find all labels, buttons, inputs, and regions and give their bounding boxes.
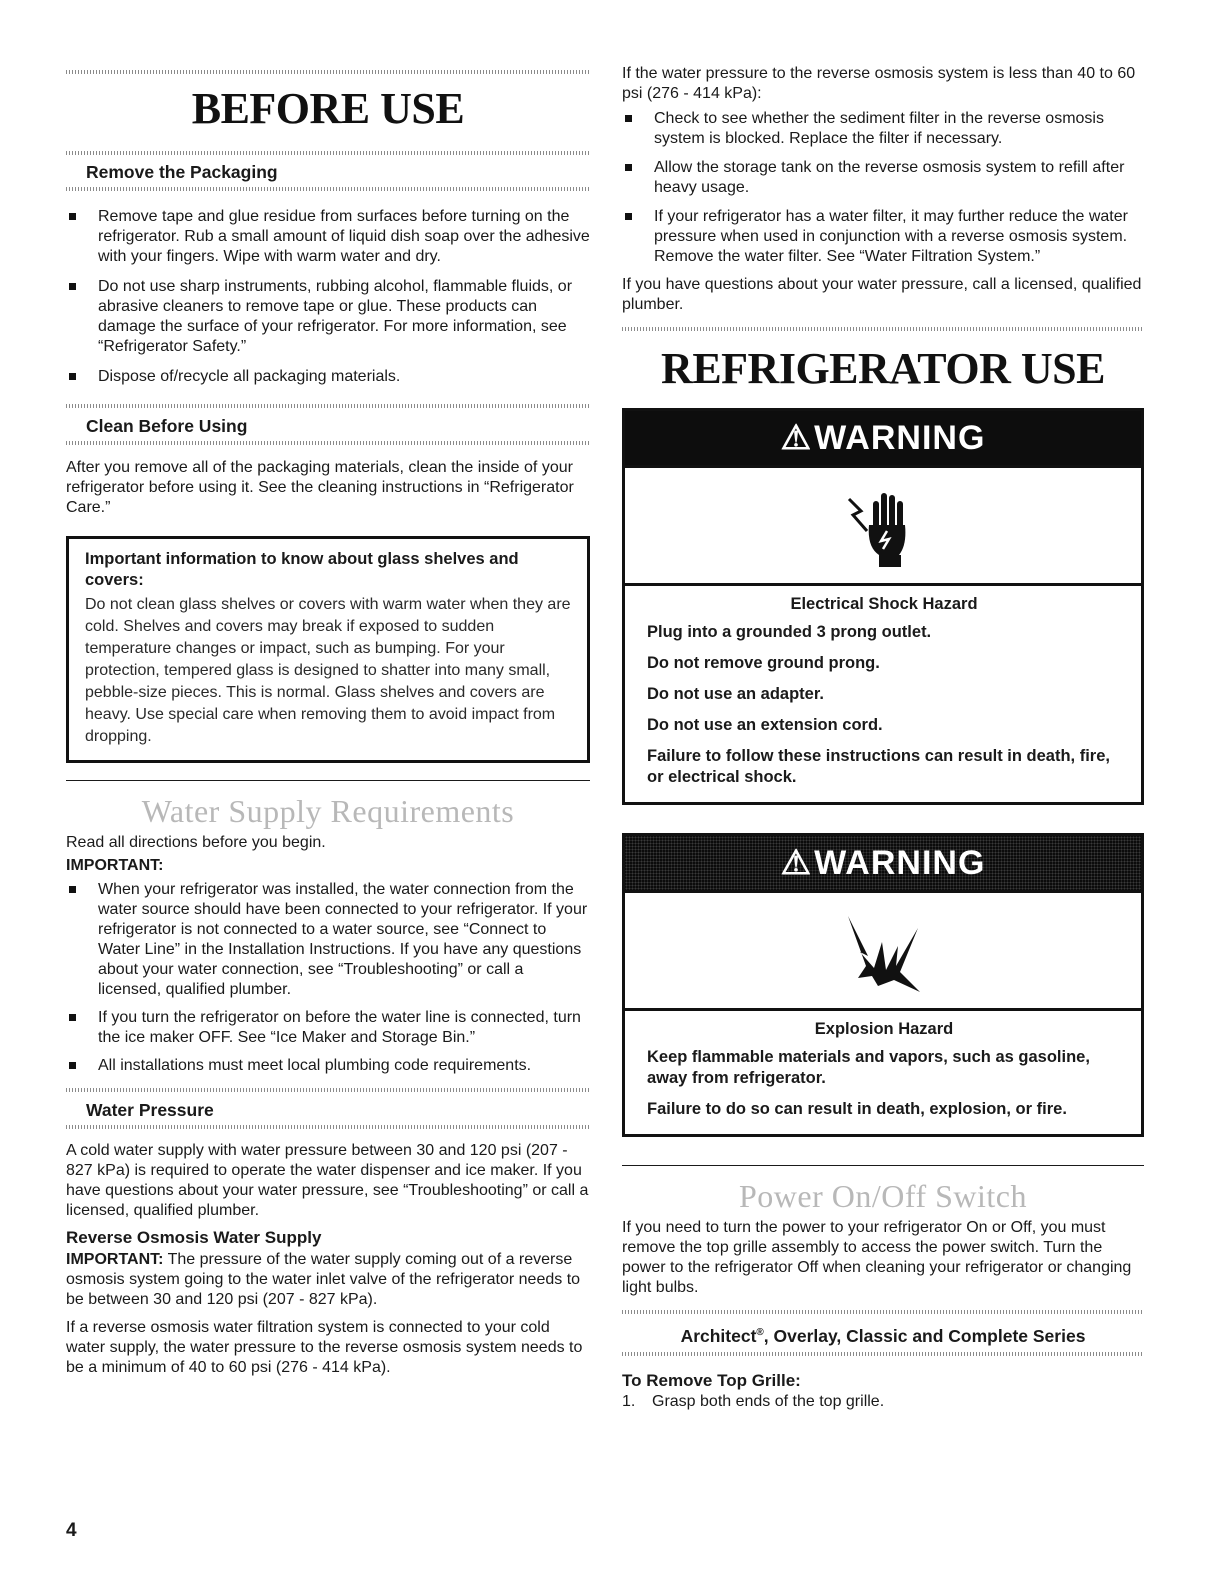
- explosion-icon: [838, 906, 928, 996]
- pressure-list: [622, 109, 1144, 267]
- left-column: [66, 0, 590, 1378]
- warning-body: [625, 586, 1141, 802]
- pressure-intro: If the water pressure to the reverse osmosis system is less than 40 to 60 psi (276 - 414 kPa):: [622, 65, 1136, 102]
- bullet-icon: [69, 1014, 76, 1021]
- divider: [622, 1310, 1144, 1314]
- bullet-icon: [625, 115, 632, 122]
- pressure-outro: If you have questions about your water pressure, call a licensed, qualified plumber.: [622, 276, 1142, 313]
- divider: [66, 187, 590, 191]
- divider: [66, 151, 590, 155]
- hazard-title: Explosion Hazard: [814, 1020, 954, 1038]
- divider: [66, 780, 590, 781]
- warning-banner: ⚠ WARNING: [625, 411, 1141, 465]
- step-item: 1. Grasp both ends of the top grille.: [622, 1392, 885, 1410]
- bullet-icon: [625, 164, 632, 171]
- divider: [66, 441, 590, 445]
- bullet-icon: [69, 213, 76, 220]
- series-heading: Architect®, Overlay, Classic and Complete Series: [680, 1325, 1086, 1346]
- page-number: 4: [66, 1520, 77, 1541]
- warning-icon-area: [625, 465, 1141, 586]
- divider: [66, 1088, 590, 1092]
- warning-line: Do not use an extension cord.: [647, 716, 883, 734]
- list-item: All installations must meet local plumbing code requirements.: [66, 1056, 590, 1076]
- explosion-warning: [622, 833, 1144, 1137]
- before-use-title: BEFORE USE: [191, 84, 465, 133]
- water-supply-list: [66, 880, 590, 1076]
- divider: [66, 404, 590, 408]
- divider: [66, 1125, 590, 1129]
- warning-line: Failure to follow these instructions can result in death, fire, or electrical shock.: [647, 747, 1110, 786]
- reverse-osmosis-text: If a reverse osmosis water filtration system is connected to your cold water supply, the water pressure to the reverse osmosis system needs to be a minimum of 40 to 60 psi (276 - 414 kPa).: [66, 1319, 583, 1376]
- list-item: If your refrigerator has a water filter, it may further reduce the water pressure when used in conjunction with a reverse osmosis system. Remove the water filter. See “Water Filtration System.”: [622, 207, 1144, 267]
- water-pressure-heading: Water Pressure: [86, 1100, 214, 1120]
- bullet-icon: [625, 213, 632, 220]
- water-pressure-text: A cold water supply with water pressure between 30 and 120 psi (207 - 827 kPa) is required to operate the water dispenser and ice maker. If you have questions about your water pressure, see “Troubleshooting” or call a licensed, qualified plumber.: [66, 1142, 589, 1219]
- glass-box-text: Do not clean glass shelves or covers with warm water when they are cold. Shelves and covers may break if exposed to sudden temperature changes or impact, such as bumping. For your protection, tempered glass is designed to shatter into many small, pebble-size pieces. This is normal. Glass shelves and covers are heavy. Use special care when removing them to avoid impact from dropping.: [85, 596, 571, 745]
- warning-line: Failure to do so can result in death, explosion, or fire.: [647, 1100, 1067, 1118]
- glass-shelves-info-box: [66, 536, 590, 763]
- remove-grille-heading: To Remove Top Grille:: [622, 1370, 801, 1390]
- reverse-osmosis-heading: Reverse Osmosis Water Supply: [66, 1228, 322, 1247]
- power-switch-text: If you need to turn the power to your refrigerator On or Off, you must remove the top grille assembly to access the power switch. Turn the power to the refrigerator Off when cleaning your refrigerator or changing light bulbs.: [622, 1219, 1132, 1296]
- warning-line: Do not remove ground prong.: [647, 654, 880, 672]
- divider: [622, 1352, 1144, 1356]
- power-switch-title: Power On/Off Switch: [739, 1178, 1027, 1214]
- warning-body: [625, 1011, 1141, 1134]
- warning-line: Plug into a grounded 3 prong outlet.: [647, 623, 932, 641]
- electric-shock-hand-icon: [843, 481, 923, 571]
- warning-banner: ⚠ WARNING: [625, 836, 1141, 890]
- list-item: If you turn the refrigerator on before the water line is connected, turn the ice maker OFF. See “Ice Maker and Storage Bin.”: [66, 1008, 590, 1048]
- list-item: Do not use sharp instruments, rubbing alcohol, flammable fluids, or abrasive cleaners to remove tape or glue. These products can damage the surface of your refrigerator. For more information, see “Refrigerator Safety.”: [66, 277, 590, 357]
- important-label: IMPORTANT:: [66, 857, 164, 874]
- divider: [66, 70, 590, 74]
- hazard-title: Electrical Shock Hazard: [790, 595, 978, 613]
- warning-icon-area: [625, 890, 1141, 1011]
- warning-line: Do not use an adapter.: [647, 685, 824, 703]
- list-item: Remove tape and glue residue from surfaces before turning on the refrigerator. Rub a small amount of liquid dish soap over the adhesive with your fingers. Wipe with warm water and dry.: [66, 207, 590, 267]
- clean-before-using-text: After you remove all of the packaging materials, clean the inside of your refrigerator before using it. See the cleaning instructions in “Refrigerator Care.”: [66, 459, 574, 516]
- bullet-icon: [69, 283, 76, 290]
- remove-packaging-heading: Remove the Packaging: [86, 162, 278, 182]
- clean-before-using-heading: Clean Before Using: [86, 416, 248, 436]
- bullet-icon: [69, 1062, 76, 1069]
- divider: [622, 1165, 1144, 1166]
- warning-triangle-icon: ⚠: [780, 419, 813, 457]
- reverse-osmosis-important: IMPORTANT: The pressure of the water supply coming out of a reverse osmosis system going to the water inlet valve of the refrigerator needs to be between 30 and 120 psi (207 - 827 kPa).: [66, 1251, 581, 1308]
- list-item: When your refrigerator was installed, the water connection from the water source should have been connected to your refrigerator. If your refrigerator is not connected to a water source, see “Connect to Water Line” in the Installation Instructions. If you have any questions about your water connection, see “Troubleshooting” or call a licensed, qualified plumber.: [66, 880, 590, 1000]
- water-supply-title: Water Supply Requirements: [141, 793, 515, 829]
- list-item: Dispose of/recycle all packaging materials.: [66, 367, 590, 387]
- refrigerator-use-title: REFRIGERATOR USE: [661, 344, 1105, 393]
- bullet-icon: [69, 886, 76, 893]
- divider: [622, 327, 1144, 331]
- warning-triangle-icon: ⚠: [780, 844, 813, 882]
- warning-line: Keep flammable materials and vapors, such as gasoline, away from refrigerator.: [647, 1048, 1090, 1087]
- remove-packaging-list: [66, 207, 590, 387]
- list-item: Check to see whether the sediment filter in the reverse osmosis system is blocked. Replace the filter if necessary.: [622, 109, 1144, 149]
- list-item: Allow the storage tank on the reverse osmosis system to refill after heavy usage.: [622, 158, 1144, 198]
- electrical-shock-warning: [622, 408, 1144, 805]
- bullet-icon: [69, 373, 76, 380]
- water-supply-intro: Read all directions before you begin.: [66, 834, 326, 851]
- right-column: [622, 0, 1144, 1412]
- glass-box-heading: Important information to know about glass shelves and covers:: [85, 550, 519, 589]
